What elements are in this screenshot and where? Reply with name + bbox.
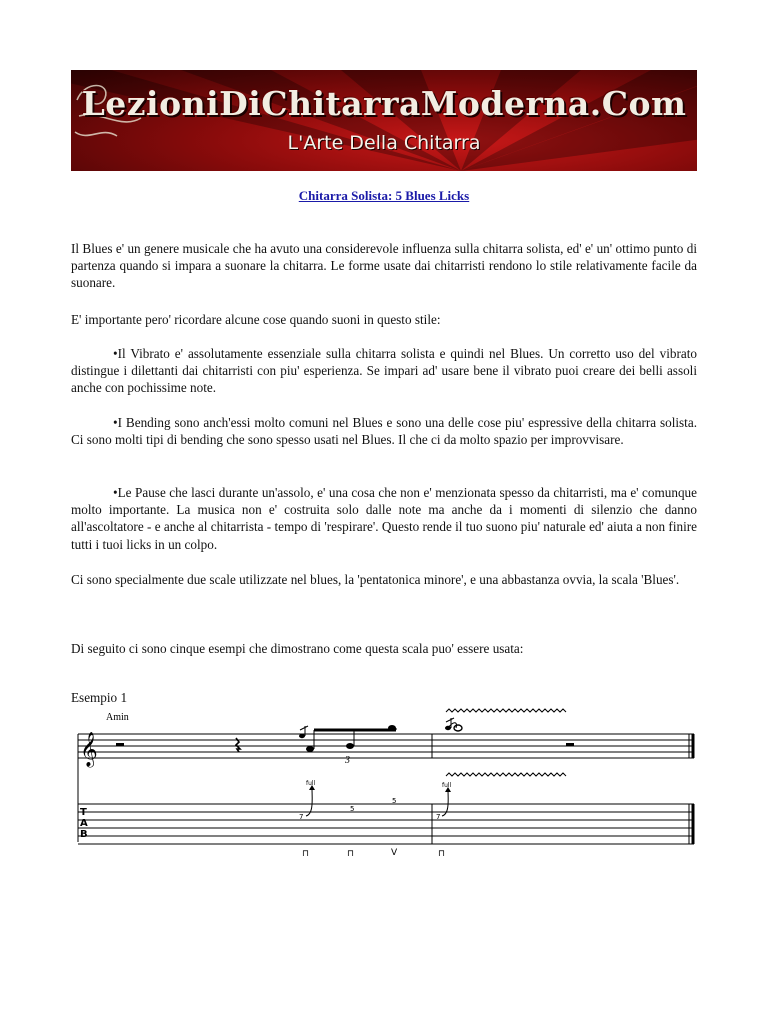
banner-title: LezioniDiChitarraModerna.Com (81, 84, 687, 123)
tab-letter-a: A (80, 818, 88, 829)
chord-symbol: Amin (106, 712, 129, 723)
banner-subtitle: L'Arte Della Chitarra (287, 132, 481, 154)
bullet-pause: •Le Pause che lasci durante un'assolo, e' una cosa che non e' menzionata spesso da chitarristi, ma e' comunque molto importante. La musica non e' costruita solo dalle note ma anche da i momenti di silenzio che danno all'ascoltatore - e anche al chitarrista - tempo di 'respirare'. Questo rende il tuo suono piu' naturale ed' aiuta a non finire tutti i tuoi licks in un colpo. (71, 485, 697, 552)
example-1-label: Esempio 1 (71, 690, 128, 705)
tab-fret-number: 7 (299, 813, 304, 821)
tab-letter-b: B (80, 829, 88, 840)
paragraph-examples-intro: Di seguito ci sono cinque esempi che dimostrano come questa scala puo' essere usata: (71, 641, 524, 656)
paragraph-scales: Ci sono specialmente due scale utilizzate nel blues, la 'pentatonica minore', e una abbastanza ovvia, la scala 'Blues'. (71, 572, 680, 587)
tab-lines (78, 804, 694, 844)
paragraph-reminder: E' importante pero' ricordare alcune cose quando suoni in questo stile: (71, 312, 441, 327)
tab-letter-t: T (80, 807, 87, 818)
tab-fret-number: 7 (436, 813, 441, 821)
vibrato-tab-icon (446, 773, 566, 776)
grace-note (299, 734, 305, 738)
document-title-link[interactable]: Chitarra Solista: 5 Blues Licks (298, 188, 470, 203)
tab-fret-number: 5 (392, 797, 397, 805)
staff-lines (78, 734, 694, 758)
downstroke-icon: ⊓ (347, 849, 355, 858)
bullet-vibrato: •Il Vibrato e' assolutamente essenziale sulla chitarra solista e quindi nel Blues. Un corretto uso del vibrato distingue i dilettanti dai chitarristi con piu' esperienza. Se impari ad' usare bene il vibrato puoi creare dei belli assoli anche con pochissime note. (71, 346, 697, 396)
bend-full-label: full (442, 782, 452, 789)
bend-full-label: full (306, 780, 316, 787)
vibrato-staff-icon (446, 709, 566, 712)
example-1-score (70, 708, 700, 858)
site-banner (71, 70, 697, 171)
upstroke-icon: V (391, 848, 398, 858)
triplet-mark: 3 (345, 755, 350, 766)
bullet-bending: •I Bending sono anch'essi molto comuni nel Blues e sono una delle cose piu' espressive della chitarra solista. Ci sono molti tipi di bending che sono spesso usati nel Blues. Il che ci da molto spazio per improvvisare. (71, 415, 697, 448)
triplet-notes (306, 725, 396, 758)
downstroke-icon: ⊓ (438, 849, 446, 858)
downstroke-icon: ⊓ (302, 849, 310, 858)
treble-clef-icon: 𝄞 (80, 732, 98, 767)
half-rest (116, 743, 124, 746)
tab-fret-number: 5 (350, 805, 355, 813)
paragraph-intro: Il Blues e' un genere musicale che ha avuto una considerevole influenza sulla chitarra solista, ed' e' un' ottimo punto di partenza quando si impara a suonare la chitarra. Le forme usate dai chitarristi rendono lo stile relativamente facile da suonare. (71, 241, 697, 291)
